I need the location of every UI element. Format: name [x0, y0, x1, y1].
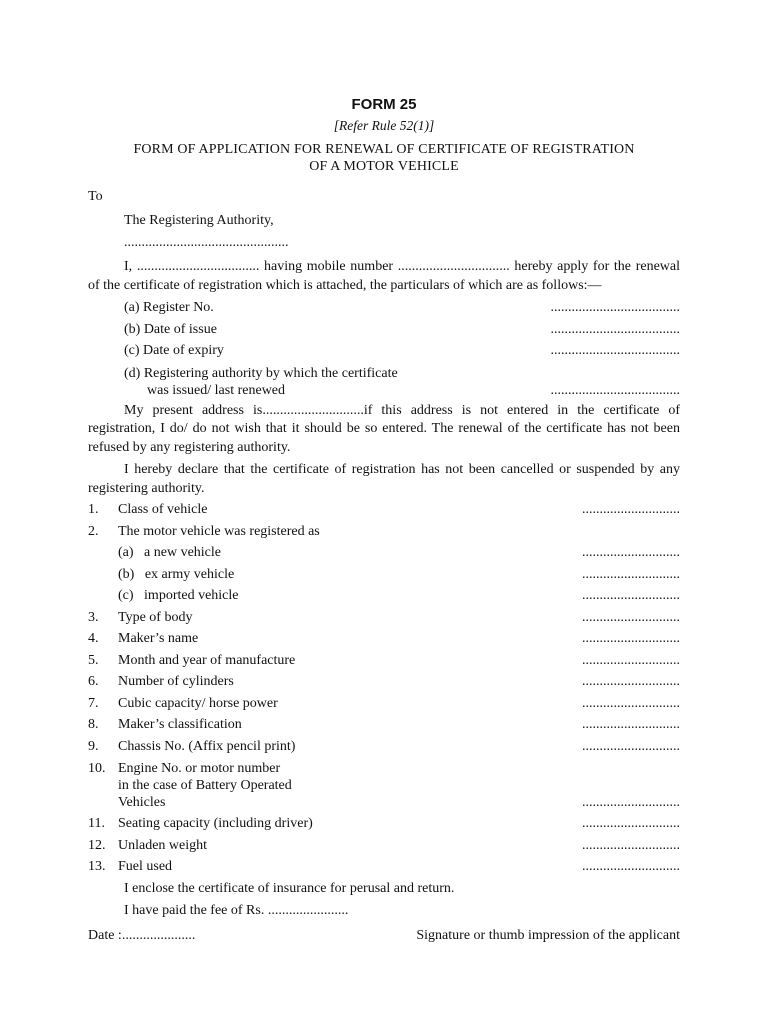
item-number: 8. [88, 717, 99, 732]
item-label: Unladen weight [118, 837, 208, 853]
particular-label-line-2: was issued/ last renewed [147, 382, 286, 398]
to-line: To [88, 189, 103, 204]
item-number: 12. [88, 837, 106, 853]
particulars-list [88, 297, 680, 399]
declaration-paragraph: I hereby declare that the certificate of registration has not been cancelled or suspended by any registering authority. [88, 462, 680, 496]
particular-blank: ..................................... [550, 382, 680, 398]
item-number-of-cylinders [88, 671, 680, 693]
item-cubic-capacity [88, 693, 680, 715]
item-blank: ............................ [582, 545, 680, 560]
item-blank: ............................ [582, 717, 680, 732]
item-class-of-vehicle [88, 499, 680, 521]
item-blank: ............................ [582, 502, 680, 517]
particular-date-of-expiry [88, 340, 680, 362]
item-blank: ............................ [582, 837, 680, 853]
item-engine-no [88, 760, 680, 811]
vehicle-items [88, 499, 680, 878]
item-blank: ............................ [582, 566, 680, 582]
particular-blank: ..................................... [550, 343, 680, 358]
item-number: 9. [88, 738, 99, 754]
particular-label: (c) Date of expiry [124, 343, 224, 358]
item-imported-vehicle [88, 585, 680, 607]
date-field: Date :..................... [88, 927, 196, 943]
heading-line-2: OF A MOTOR VEHICLE [309, 159, 459, 174]
item-fuel-used [88, 856, 680, 878]
intro-paragraph: I, ................................... having mobile number ................................ hereby apply for the renewal of the certificate of registration which is attached, the particulars of which are as follows:— [88, 259, 680, 293]
signature-label: Signature or thumb impression of the applicant [416, 927, 680, 943]
fee-statement: I have paid the fee of Rs. ....................... [124, 902, 349, 918]
heading-line-1: FORM OF APPLICATION FOR RENEWAL OF CERTIFICATE OF REGISTRATION [133, 142, 635, 157]
particular-label-line-1: (d) Registering authority by which the certificate [124, 365, 398, 381]
item-blank: ............................ [582, 588, 680, 603]
item-label: Maker’s name [118, 631, 199, 646]
item-label-line-1: Engine No. or motor number [118, 761, 281, 776]
authority-line: The Registering Authority, [124, 213, 274, 228]
particular-blank: ..................................... [550, 300, 680, 315]
item-label-line-2: in the case of Battery Operated [118, 778, 292, 793]
item-type-of-body [88, 607, 680, 629]
item-number: 2. [88, 523, 99, 539]
item-registered-as [88, 521, 680, 543]
item-blank: ............................ [582, 674, 680, 689]
particular-blank: ..................................... [550, 321, 680, 337]
item-label: Seating capacity (including driver) [118, 816, 313, 831]
form-page [88, 96, 680, 946]
item-number: 7. [88, 695, 99, 711]
form-heading [88, 141, 680, 175]
item-blank: ............................ [582, 738, 680, 754]
particular-label: (b) Date of issue [124, 321, 217, 337]
item-number: 5. [88, 652, 99, 668]
item-number: 1. [88, 502, 99, 517]
item-blank: ............................ [582, 859, 680, 874]
item-label: Class of vehicle [118, 502, 208, 517]
authority-blank: ............................................... [124, 235, 289, 250]
item-label: Chassis No. (Affix pencil print) [118, 738, 296, 754]
item-label-line-3: Vehicles [118, 795, 166, 810]
rule-reference: [Refer Rule 52(1)] [333, 118, 435, 133]
item-blank: ............................ [582, 695, 680, 711]
item-label: Number of cylinders [118, 674, 234, 689]
particular-label: (a) Register No. [124, 300, 214, 315]
insurance-statement: I enclose the certificate of insurance for perusal and return. [124, 880, 455, 896]
item-label: Fuel used [118, 859, 173, 874]
item-number: 6. [88, 674, 99, 689]
item-blank: ............................ [582, 631, 680, 646]
item-new-vehicle [88, 542, 680, 564]
address-paragraph: My present address is.............................if this address is not entered in the certificate of registration, I do/ do not wish that it should be so entered. The renewal of the certificate has not been refused by any registering authority. [88, 402, 680, 455]
form-title: FORM 25 [351, 96, 417, 113]
item-month-year-manufacture [88, 650, 680, 672]
item-label: Type of body [118, 609, 193, 625]
item-label: (c) imported vehicle [118, 588, 239, 603]
item-number: 11. [88, 816, 105, 831]
item-makers-name [88, 628, 680, 650]
particular-register-no [88, 297, 680, 319]
item-ex-army-vehicle [88, 564, 680, 586]
item-unladen-weight [88, 835, 680, 857]
item-label: (b) ex army vehicle [118, 566, 235, 582]
item-blank: ............................ [582, 816, 680, 831]
item-blank: ............................ [582, 795, 680, 810]
item-makers-classification [88, 714, 680, 736]
item-label: Month and year of manufacture [118, 652, 296, 668]
item-label: (a) a new vehicle [118, 545, 221, 560]
item-blank: ............................ [582, 609, 680, 625]
item-number: 3. [88, 609, 99, 625]
particular-registering-authority [88, 365, 680, 399]
item-label: The motor vehicle was registered as [118, 523, 320, 539]
item-blank: ............................ [582, 652, 680, 668]
item-label: Maker’s classification [118, 717, 242, 732]
form-footer [88, 926, 680, 946]
item-chassis-no [88, 736, 680, 758]
item-seating-capacity [88, 813, 680, 835]
item-number: 10. [88, 761, 106, 776]
particular-date-of-issue [88, 319, 680, 341]
item-label: Cubic capacity/ horse power [118, 695, 278, 711]
item-number: 13. [88, 859, 106, 874]
item-number: 4. [88, 631, 99, 646]
